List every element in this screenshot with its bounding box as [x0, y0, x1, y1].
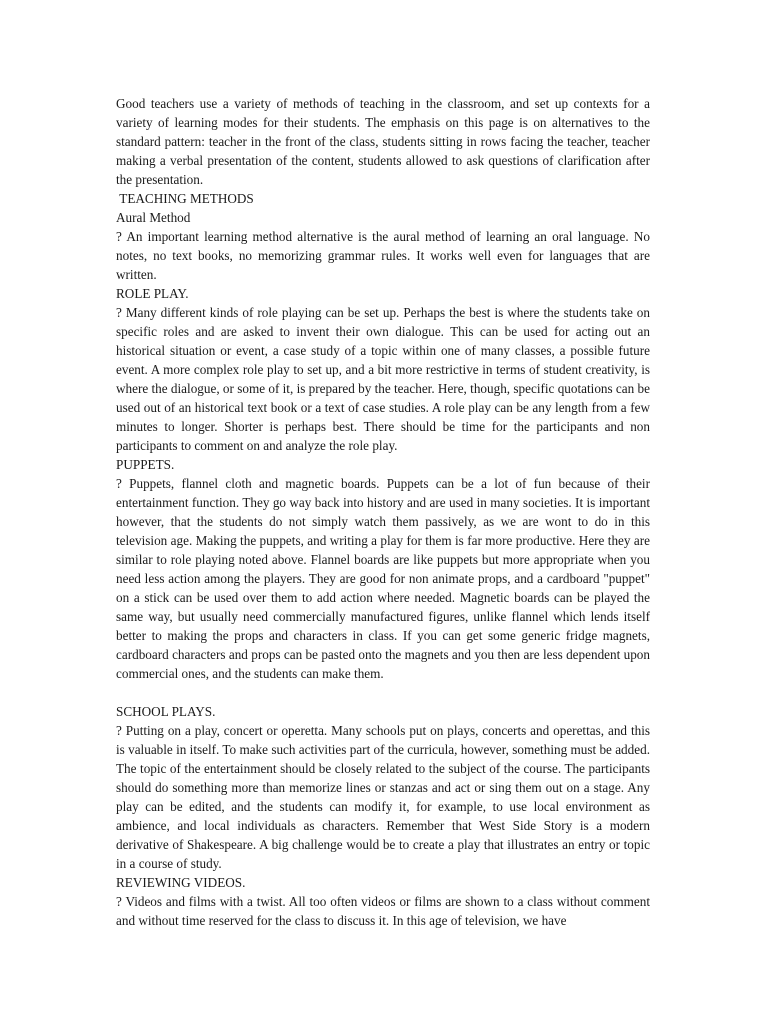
section-heading-role-play: ROLE PLAY.: [116, 286, 189, 301]
section-body-puppets: ? Puppets, flannel cloth and magnetic boards. Puppets can be a lot of fun because of their entertainment function. They go way back into history and are used in many societies. It is important however, that the students do not simply watch them passively, as we are wont to do in this television age. Making the puppets, and writing a play for them is far more productive. Here they are similar to role playing noted above. Flannel boards are like puppets but more appropriate when you need less action among the players. They are good for non animate props, and a cardboard "puppet" on a stick can be used over them to add action where needed. Magnetic boards can be played the same way, but usually need commercially manufactured figures, unlike flannel which lends itself better to making the props and characters in class. If you can get some generic fridge magnets, cardboard characters and props can be pasted onto the magnets and you then are less dependent upon commercial ones, and the students can make them.: [116, 476, 650, 681]
section-heading-aural: Aural Method: [116, 210, 191, 225]
document-page: [116, 94, 650, 930]
section-body-aural: ? An important learning method alternative is the aural method of learning an oral language. No notes, no text books, no memorizing grammar rules. It works well even for languages that are written.: [116, 229, 650, 282]
section-heading-reviewing-videos: REVIEWING VIDEOS.: [116, 875, 246, 890]
section-body-reviewing-videos: ? Videos and films with a twist. All too often videos or films are shown to a class without comment and without time reserved for the class to discuss it. In this age of television, we have: [116, 894, 650, 928]
section-body-school-plays: ? Putting on a play, concert or operetta. Many schools put on plays, concerts and operettas, and this is valuable in itself. To make such activities part of the curricula, however, something must be added. The topic of the entertainment should be closely related to the subject of the course. The participants should do something more than memorize lines or stanzas and act or sing them out on a stage. Any play can be edited, and the students can modify it, for example, to use local environment as ambience, and local individuals as characters. Remember that West Side Story is a modern derivative of Shakespeare. A big challenge would be to create a play that illustrates an entry or topic in a course of study.: [116, 723, 650, 871]
blank-line: [116, 683, 650, 702]
main-heading: TEACHING METHODS: [116, 191, 254, 206]
section-heading-puppets: PUPPETS.: [116, 457, 175, 472]
intro-paragraph: Good teachers use a variety of methods of teaching in the classroom, and set up contexts for a variety of learning modes for their students. The emphasis on this page is on alternatives to the standard pattern: teacher in the front of the class, students sitting in rows facing the teacher, teacher making a verbal presentation of the content, students allowed to ask questions of clarification after the presentation.: [116, 96, 650, 187]
section-heading-school-plays: SCHOOL PLAYS.: [116, 704, 216, 719]
section-body-role-play: ? Many different kinds of role playing can be set up. Perhaps the best is where the students take on specific roles and are asked to invent their own dialogue. This can be used for acting out an historical situation or event, a case study of a topic within one of many classes, a possible future event. A more complex role play to set up, and a bit more restrictive in terms of student creativity, is where the dialogue, or some of it, is prepared by the teacher. Here, though, specific quotations can be used out of an historical text book or a text of case studies. A role play can be any length from a few minutes to longer. Shorter is perhaps best. There should be time for the participants and non participants to comment on and analyze the role play.: [116, 305, 650, 453]
